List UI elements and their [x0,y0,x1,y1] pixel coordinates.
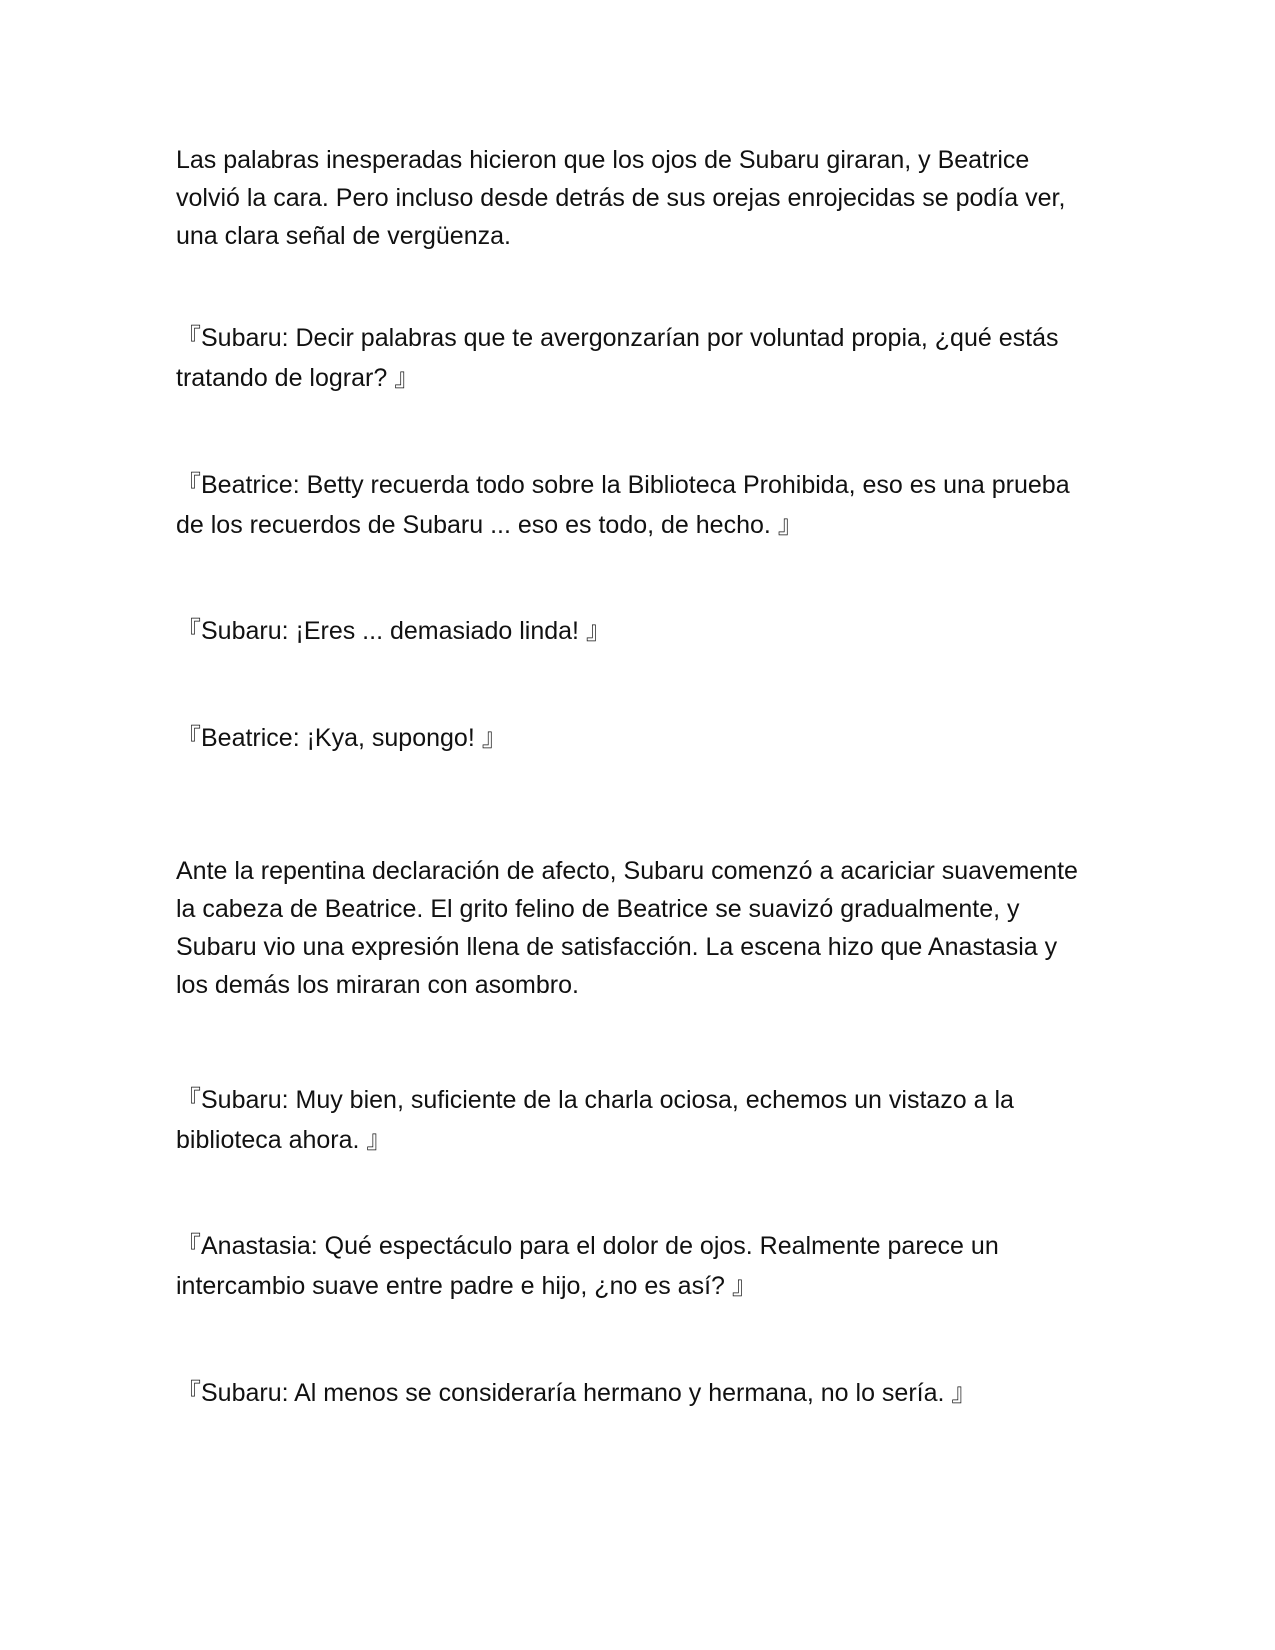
dialogue-line: 『Subaru: ¡Eres ... demasiado linda! 』 [176,617,611,645]
narration-paragraph: Las palabras inesperadas hicieron que los ojos de Subaru giraran, y Beatrice volvió la cara. Pero incluso desde detrás de sus orejas enrojecidas se podía ver, una clara señal de vergüenza. [176,146,1066,250]
dialogue-line: 『Subaru: Decir palabras que te avergonzarían por voluntad propia, ¿qué estás tratando de lograr? 』 [176,324,1059,392]
dialogue-line: 『Subaru: Al menos se consideraría hermano y hermana, no lo sería. 』 [176,1379,977,1407]
dialogue-line: 『Subaru: Muy bien, suficiente de la charla ociosa, echemos un vistazo a la biblioteca ahora. 』 [176,1086,1014,1154]
dialogue-line: 『Beatrice: ¡Kya, supongo! 』 [176,724,507,752]
dialogue-line: 『Anastasia: Qué espectáculo para el dolor de ojos. Realmente parece un intercambio suave entre padre e hijo, ¿no es así? 』 [176,1232,999,1300]
narration-paragraph: Ante la repentina declaración de afecto, Subaru comenzó a acariciar suavemente la cabeza de Beatrice. El grito felino de Beatrice se suavizó gradualmente, y Subaru vio una expresión llena de satisfacción. La escena hizo que Anastasia y los demás los miraran con asombro. [176,857,1078,999]
dialogue-line: 『Beatrice: Betty recuerda todo sobre la Biblioteca Prohibida, eso es una prueba de los recuerdos de Subaru ... eso es todo, de hecho. 』 [176,471,1070,539]
